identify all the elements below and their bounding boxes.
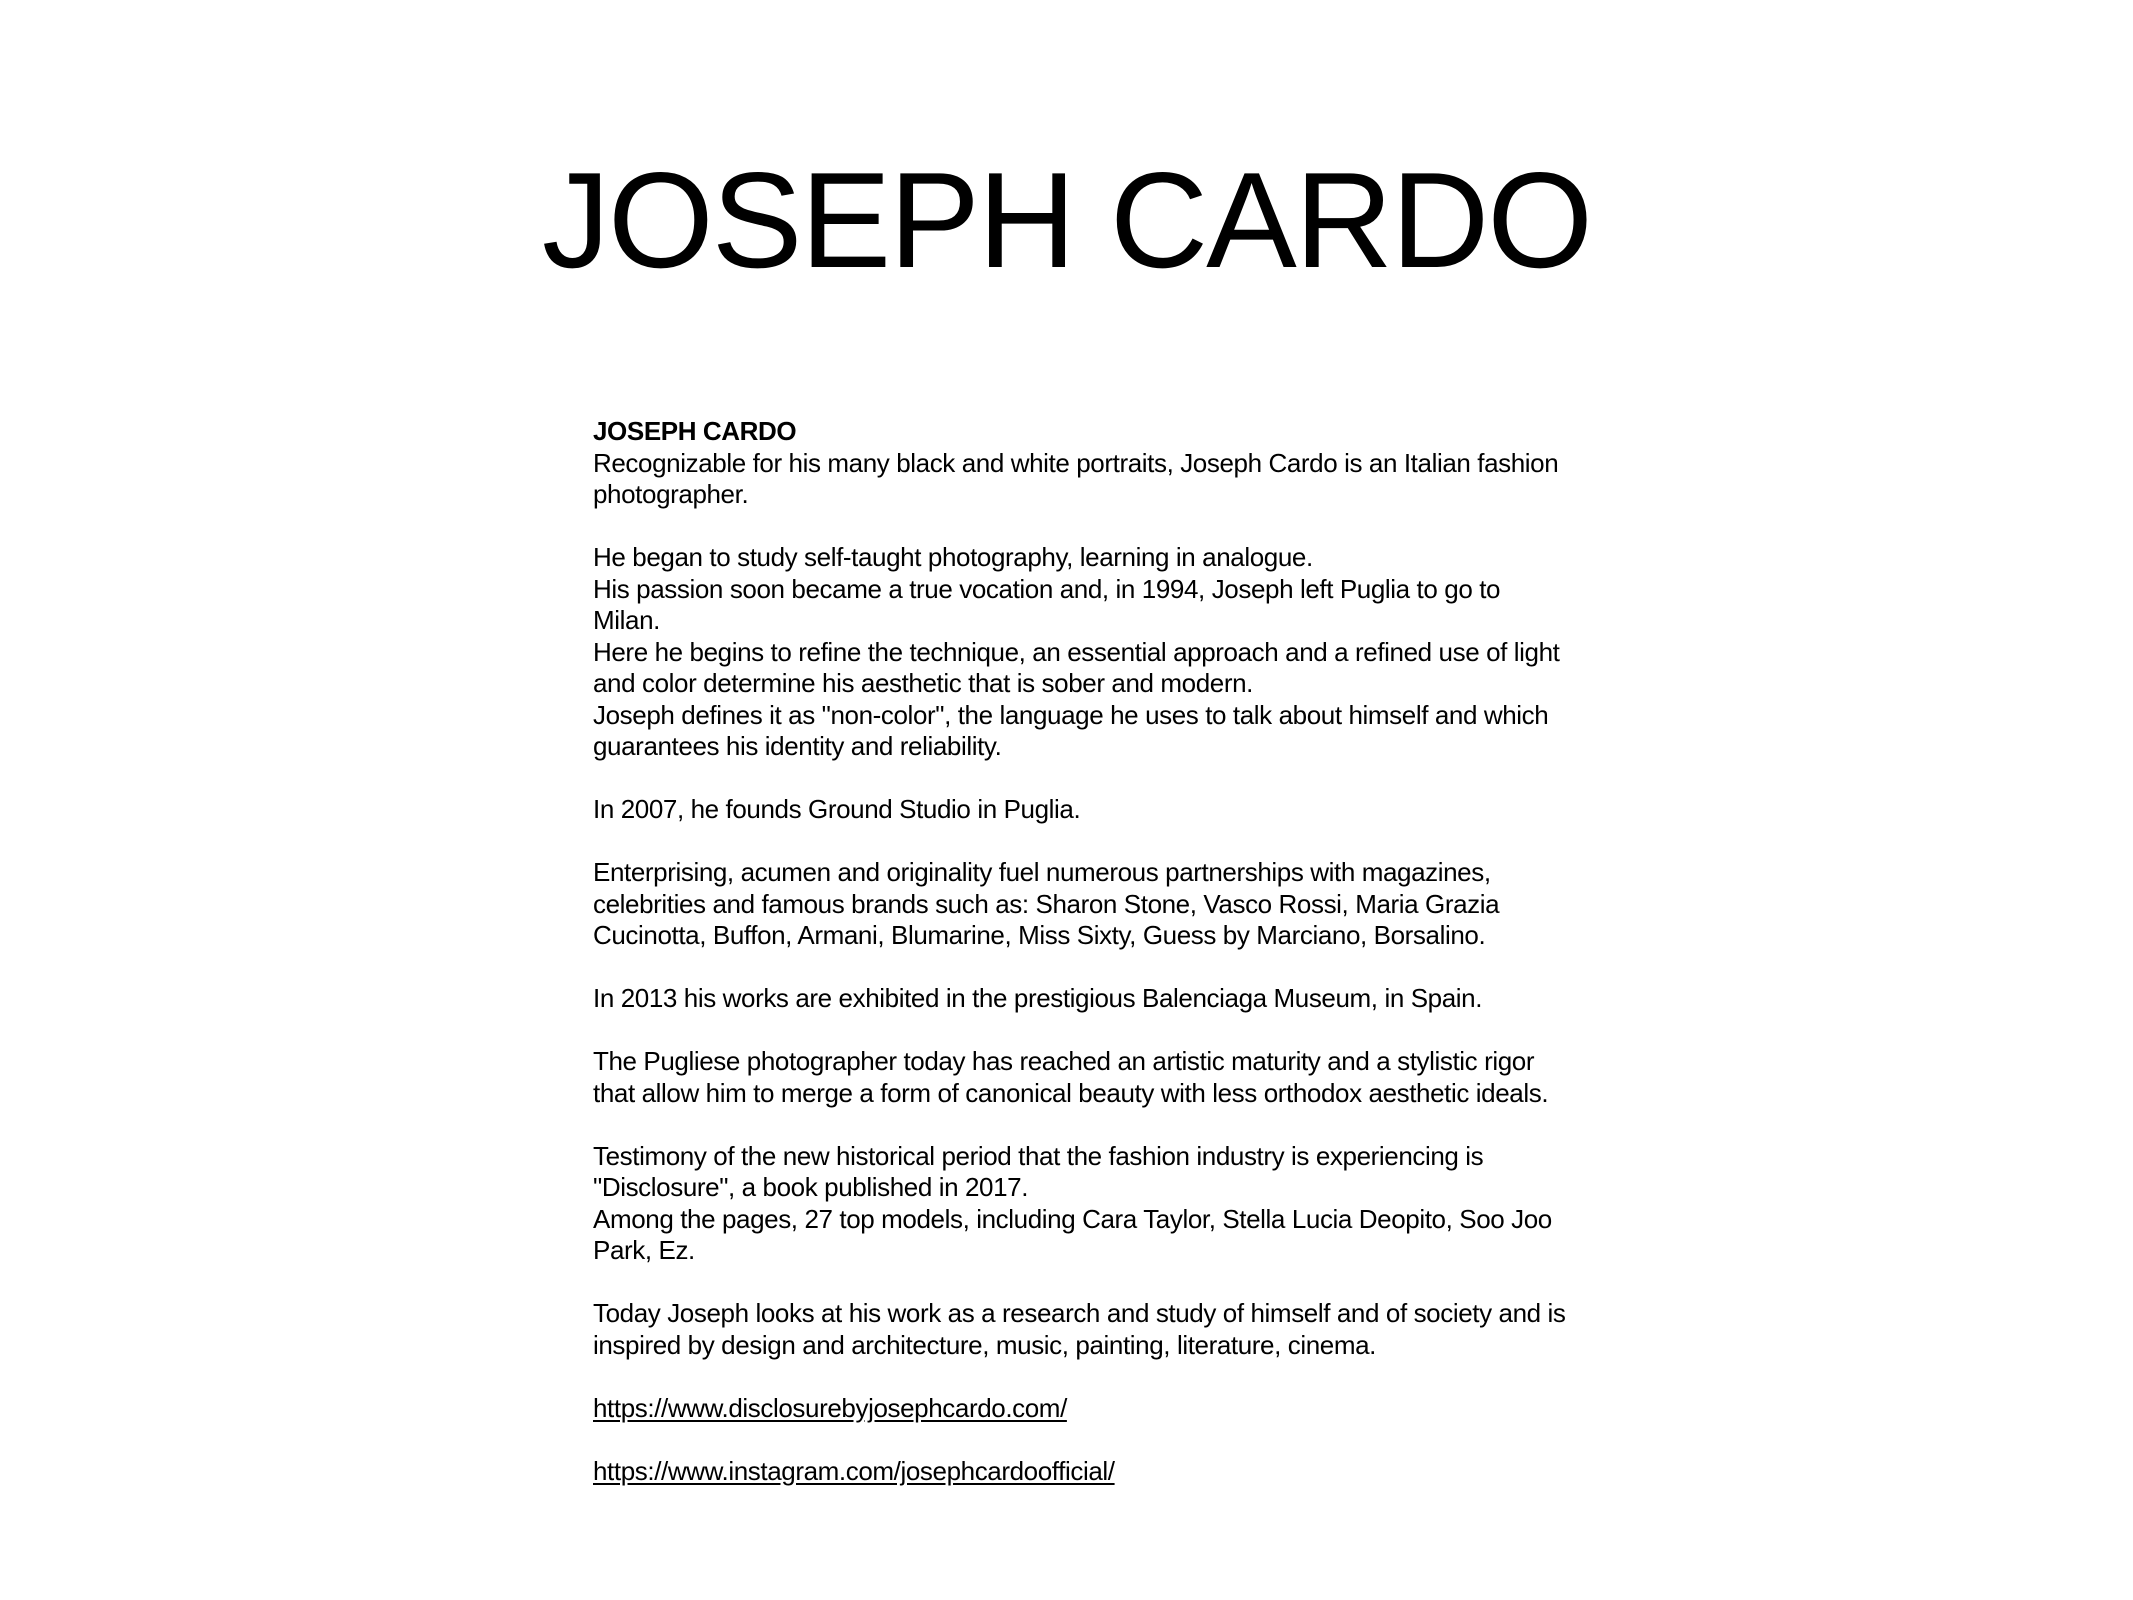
paragraph-gap: [593, 1361, 1573, 1393]
paragraph-gap: [593, 952, 1573, 984]
bio-paragraph-maturity: The Pugliese photographer today has reached an artistic maturity and a stylistic rigor that allow him to merge a form of canonical beauty with less orthodox aesthetic ideals.: [593, 1046, 1549, 1108]
bio-paragraph-beginnings: He began to study self-taught photography, learning in analogue.: [593, 542, 1313, 572]
paragraph-gap: [593, 1424, 1573, 1456]
paragraph-gap: [593, 763, 1573, 795]
bio-paragraph-ground-studio: In 2007, he founds Ground Studio in Puglia.: [593, 794, 1081, 824]
instagram-link[interactable]: https://www.instagram.com/josephcardoofficial/: [593, 1455, 1115, 1486]
bio-paragraph-partnerships: Enterprising, acumen and originality fuel numerous partnerships with magazines, celebrities and famous brands such as: Sharon Stone, Vasco Rossi, Maria Grazia Cucinotta, Buffon, Armani, Blumarine, Miss Sixty, Guess by Marciano, Borsalino.: [593, 857, 1500, 950]
website-link[interactable]: https://www.disclosurebyjosephcardo.com/: [593, 1392, 1067, 1423]
bio-paragraph-technique: Here he begins to refine the technique, an essential approach and a refined use of light and color determine his aesthetic that is sober and modern.: [593, 636, 1560, 698]
paragraph-gap: [593, 826, 1573, 858]
bio-paragraph-balenciaga: In 2013 his works are exhibited in the prestigious Balenciaga Museum, in Spain.: [593, 983, 1483, 1013]
bio-paragraph-milan: His passion soon became a true vocation and, in 1994, Joseph left Puglia to go to Milan.: [593, 573, 1501, 635]
paragraph-gap: [593, 1015, 1573, 1047]
bio-paragraph-today: Today Joseph looks at his work as a research and study of himself and of society and is inspired by design and architecture, music, painting, literature, cinema.: [593, 1298, 1566, 1360]
bio-heading: JOSEPH CARDO: [593, 416, 797, 446]
bio-section: [593, 416, 1573, 1487]
bio-paragraph-disclosure: Testimony of the new historical period that the fashion industry is experiencing is "Disclosure", a book published in 2017.: [593, 1140, 1484, 1202]
paragraph-gap: [593, 1267, 1573, 1299]
paragraph-gap: [593, 511, 1573, 543]
bio-paragraph-intro: Recognizable for his many black and white portraits, Joseph Cardo is an Italian fashion photographer.: [593, 447, 1559, 509]
bio-paragraph-non-color: Joseph defines it as "non-color", the language he uses to talk about himself and which guarantees his identity and reliability.: [593, 699, 1549, 761]
page-title: JOSEPH CARDO: [541, 144, 1592, 296]
paragraph-gap: [593, 1109, 1573, 1141]
bio-paragraph-models: Among the pages, 27 top models, including Cara Taylor, Stella Lucia Deopito, Soo Joo Park, Ez.: [593, 1203, 1552, 1265]
